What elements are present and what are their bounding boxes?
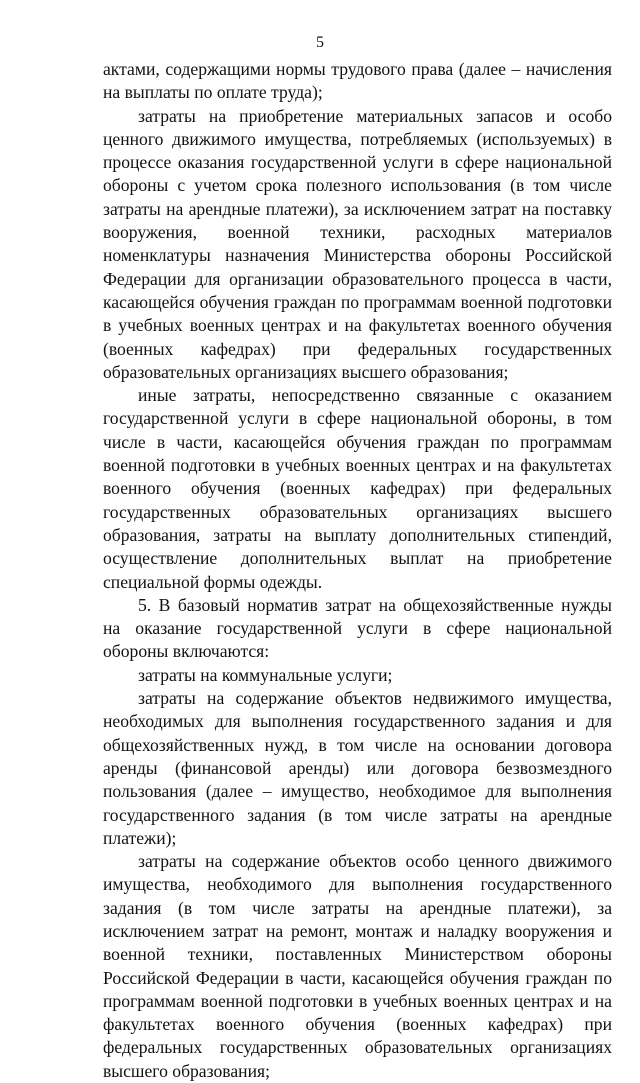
paragraph-other-costs: иные затраты, непосредственно связанные с оказанием государственной услуги в сфере национальной обороны, в том числе в части, касающейся обучения граждан по программам военной подготовки в учебных военных центрах и на факультетах военного обучения (военных кафедрах) при федеральных государственных образовательных организациях высшего образования, затраты на выплату дополнительных стипендий, осуществление дополнительных выплат на приобретение специальной формы одежды. [103, 385, 612, 592]
document-body [103, 58, 612, 1083]
paragraph-utilities: затраты на коммунальные услуги; [138, 664, 393, 685]
paragraph-material-reserves: затраты на приобретение материальных запасов и особо ценного движимого имущества, потребляемых (используемых) в процессе оказания государственной услуги в сфере национальной обороны с учетом срока полезного использования (в том числе затраты на арендные платежи), за исключением затрат на поставку вооружения, военной техники, расходных материалов номенклатуры назначения Министерства обороны Российской Федерации для организации образовательного процесса в части, касающейся обучения граждан по программам военной подготовки в учебных военных центрах и на факультетах военного обучения (военных кафедрах) при федеральных государственных образовательных организациях высшего образования; [103, 105, 612, 382]
paragraph-item-5: 5. В базовый норматив затрат на общехозяйственные нужды на оказание государственной услуги в сфере национальной обороны включаются: [103, 594, 612, 662]
paragraph-wage-accruals-end: актами, содержащими нормы трудового права (далее – начисления на выплаты по оплате труда); [103, 59, 612, 103]
page-number: 5 [316, 34, 324, 51]
paragraph-movable-property: затраты на содержание объектов особо ценного движимого имущества, необходимого для выполнения государственного задания (в том числе затраты на арендные платежи), за исключением затрат на ремонт, монтаж и наладку вооружения и военной техники, поставленных Министерством обороны Российской Федерации в части, касающейся обучения граждан по программам военной подготовки в учебных военных центрах и на факультетах военного обучения (военных кафедрах) при федеральных государственных образовательных организациях высшего образования; [103, 851, 612, 1081]
paragraph-real-estate: затраты на содержание объектов недвижимого имущества, необходимых для выполнения государственного задания и для общехозяйственных нужд, в том числе на основании договора аренды (финансовой аренды) или договора безвозмездного пользования (далее – имущество, необходимое для выполнения государственного задания (в том числе затраты на арендные платежи); [103, 688, 612, 848]
